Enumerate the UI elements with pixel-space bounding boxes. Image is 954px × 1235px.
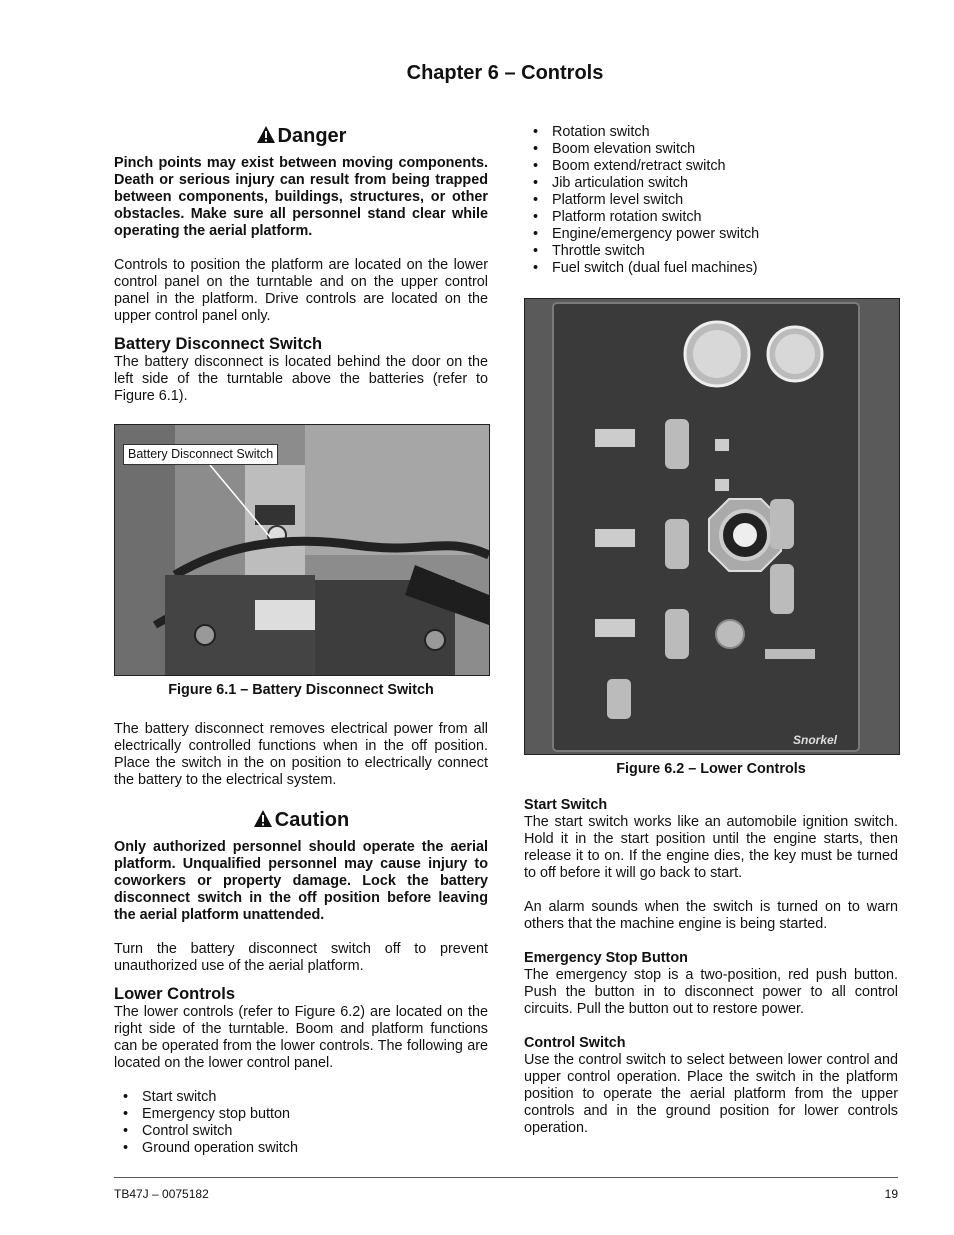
list-item: • Platform level switch bbox=[524, 192, 898, 209]
figure-6-1-caption: Figure 6.1 – Battery Disconnect Switch bbox=[168, 682, 434, 698]
footer-doc-number: TB47J – 0075182 bbox=[114, 1187, 209, 1201]
battery-paragraph: The battery disconnect is located behind the door on the left side of the turntable above the batteries (refer to Figure 6.1). bbox=[114, 354, 488, 404]
list-item: • Boom elevation switch bbox=[524, 141, 898, 158]
control-switch-paragraph: Use the control switch to select between lower control and upper control operation. Place the switch in the platform position to operate the aerial platform from the upper controls and in the ground position for lower controls operation. bbox=[524, 1052, 898, 1136]
list-item: • Emergency stop button bbox=[114, 1106, 488, 1123]
lower-controls-list bbox=[114, 1089, 488, 1157]
list-item: • Boom extend/retract switch bbox=[524, 158, 898, 175]
left-column bbox=[114, 125, 488, 1157]
warning-triangle-icon bbox=[253, 809, 273, 833]
footer-page-number: 19 bbox=[884, 1187, 898, 1201]
list-item: • Engine/emergency power switch bbox=[524, 226, 898, 243]
list-item: • Rotation switch bbox=[524, 124, 898, 141]
warning-triangle-icon bbox=[256, 125, 276, 149]
battery-heading: Battery Disconnect Switch bbox=[114, 335, 323, 353]
alarm-paragraph: An alarm sounds when the switch is turned on to warn others that the machine engine is being started. bbox=[524, 899, 898, 932]
start-switch-paragraph: The start switch works like an automobile ignition switch. Hold it in the start position until the engine starts, then release it to on. If the engine dies, the key must be turned to off before it will go back to start. bbox=[524, 814, 898, 881]
list-item: • Ground operation switch bbox=[114, 1140, 488, 1157]
list-item: • Throttle switch bbox=[524, 243, 898, 260]
battery-photo bbox=[114, 424, 490, 676]
lower-controls-photo bbox=[524, 298, 900, 755]
figure-6-2-caption: Figure 6.2 – Lower Controls bbox=[616, 761, 806, 777]
turn-off-paragraph: Turn the battery disconnect switch off to prevent unauthorized use of the aerial platform. bbox=[114, 941, 488, 974]
list-item: • Jib articulation switch bbox=[524, 175, 898, 192]
start-switch-heading: Start Switch bbox=[524, 797, 608, 813]
caution-heading: Caution bbox=[114, 809, 488, 833]
list-item: • Fuel switch (dual fuel machines) bbox=[524, 260, 898, 277]
panel-brand-label: Snorkel bbox=[793, 733, 838, 747]
chapter-title: Chapter 6 – Controls bbox=[406, 62, 604, 84]
list-item: • Start switch bbox=[114, 1089, 488, 1106]
control-panel-list bbox=[524, 124, 898, 277]
intro-paragraph: Controls to position the platform are located on the lower control panel on the turntable and on the upper control panel in the platform. Drive controls are located on the upper control panel only. bbox=[114, 257, 488, 324]
battery-callout-label: Battery Disconnect Switch bbox=[123, 444, 278, 465]
caution-text: Only authorized personnel should operate the aerial platform. Unqualified personnel may cause injury to coworkers or property damage. Lock the battery disconnect switch in the off position before leaving the aerial platform unattended. bbox=[114, 839, 488, 923]
lower-controls-heading: Lower Controls bbox=[114, 985, 236, 1003]
danger-heading: Danger bbox=[114, 125, 488, 149]
battery-desc-paragraph: The battery disconnect removes electrical power from all electrically controlled functions when in the off position. Place the switch in the on position to electrically connect the battery to the electrical system. bbox=[114, 721, 488, 788]
list-item: • Control switch bbox=[114, 1123, 488, 1140]
lower-controls-paragraph: The lower controls (refer to Figure 6.2) are located on the right side of the turntable. Boom and platform functions can be operated from the lower controls. The following are located on the lower control panel. bbox=[114, 1004, 488, 1071]
footer-divider bbox=[114, 1177, 898, 1178]
control-switch-heading: Control Switch bbox=[524, 1035, 626, 1051]
estop-heading: Emergency Stop Button bbox=[524, 950, 688, 966]
list-item: • Platform rotation switch bbox=[524, 209, 898, 226]
right-column bbox=[524, 125, 898, 1137]
danger-text: Pinch points may exist between moving components. Death or serious injury can result from being trapped between components, buildings, structures, or other obstacles. Make sure all personnel stand clear while operating the aerial platform. bbox=[114, 155, 488, 239]
lower-controls-image bbox=[525, 299, 899, 754]
estop-paragraph: The emergency stop is a two-position, red push button. Push the button in to disconnect power to all control circuits. Pull the button out to restore power. bbox=[524, 967, 898, 1017]
